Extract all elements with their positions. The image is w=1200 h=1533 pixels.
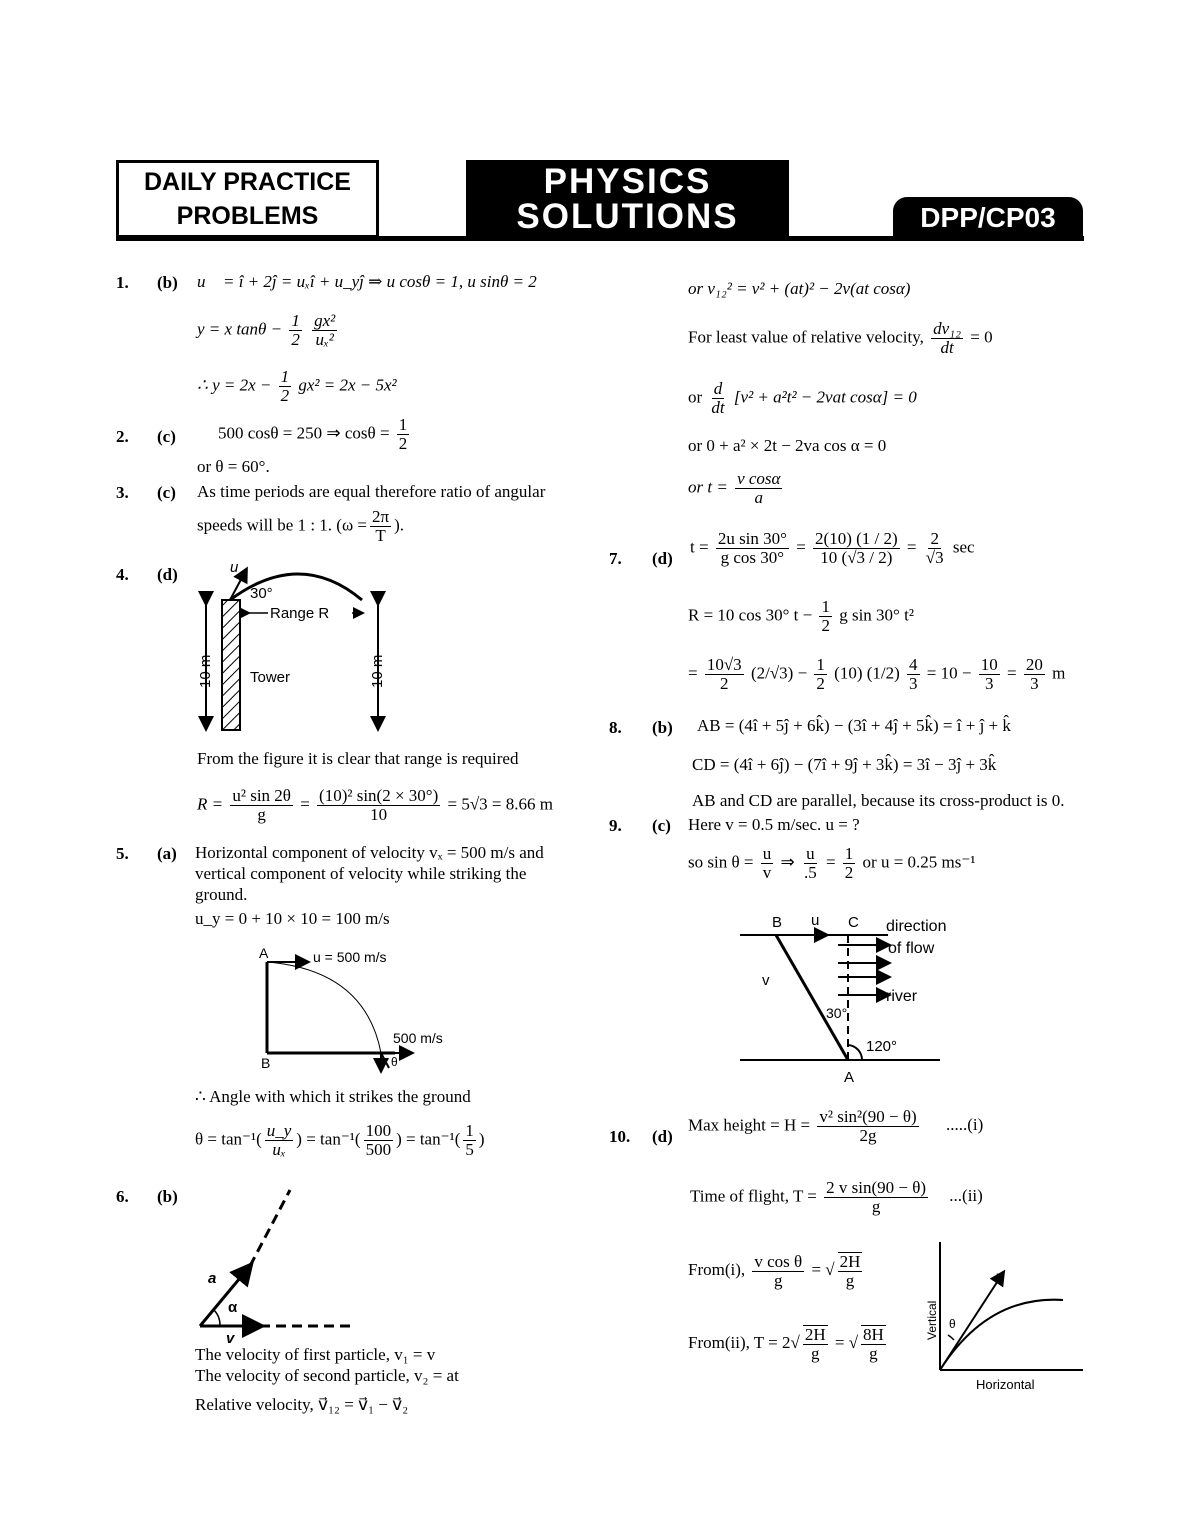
- q7-l2-den: 2: [821, 616, 830, 635]
- header-rule: [116, 236, 1084, 241]
- q4-num2: (10)² sin(2 × 30°): [319, 786, 439, 805]
- header-solutions: SOLUTIONS: [516, 197, 739, 236]
- q8-line1: AB = (4î + 5ĵ + 6k̂) − (3î + 4ĵ + 5k̂) = î + ĵ + k̂: [697, 716, 1011, 735]
- q7-l3-den4: 3: [984, 674, 994, 693]
- q6-r3-den: dt: [711, 398, 725, 417]
- q10-l1-num: v² sin²(90 − θ): [819, 1107, 917, 1126]
- q7-num3: 2: [930, 529, 939, 548]
- q7-l3-e: = 10 −: [926, 663, 972, 683]
- q7-l3-unit: m: [1052, 663, 1066, 683]
- q4-eq: =: [300, 794, 310, 814]
- q5-num2: 100: [365, 1121, 392, 1140]
- q9-l2-b: ⇒: [780, 852, 795, 872]
- q5-den3: 5: [465, 1140, 474, 1159]
- q9-num1: u: [762, 844, 772, 863]
- q9-l2-a: so sin θ =: [688, 852, 754, 872]
- q6-r5-num: v cosα: [737, 469, 781, 488]
- q1-frac2-num: gx²: [314, 311, 336, 330]
- q9-fig-v: v: [762, 972, 770, 989]
- q6-line3: Relative velocity, v⃗₁₂ = v⃗₁ − v⃗₂: [195, 1395, 409, 1414]
- q10-line3: From(i), $\frac{\text{v cos θ}}{g}$ = √ $\frac{2H}{g}$: [688, 1251, 861, 1290]
- q4-line1: From the figure it is clear that range is required: [197, 749, 519, 768]
- q9-num2: u: [806, 844, 815, 863]
- q7-l3-num3: 4: [909, 655, 918, 674]
- header-code: DPP/CP03: [920, 202, 1056, 233]
- q4-line2: [197, 787, 553, 824]
- q10-l3-a: From(i),: [688, 1259, 746, 1279]
- q5-fig-B: B: [261, 1055, 271, 1071]
- q9-fig-B: B: [772, 914, 783, 931]
- q6-line2: The velocity of second particle, v₂ = at: [195, 1366, 459, 1385]
- q6-line1: The velocity of first particle, v₁ = v: [195, 1345, 436, 1364]
- q7-den2: 10 (√3 / 2): [820, 548, 893, 567]
- header-physics: PHYSICS: [543, 162, 712, 201]
- q10-l2-tag: ...(ii): [949, 1186, 983, 1206]
- q5-line4: u_y = 0 + 10 × 10 = 100 m/s: [195, 909, 390, 928]
- q5-line6-c: = tan⁻¹: [406, 1129, 455, 1149]
- q10-l3-num2: 2H: [839, 1252, 861, 1271]
- q10-l2-num: 2 v sin(90 − θ): [826, 1178, 927, 1197]
- q5-figure: [255, 940, 465, 1075]
- q7-sec: sec: [952, 537, 975, 557]
- q7-l3-den3: 3: [909, 674, 918, 693]
- q8-number: 8.: [609, 718, 622, 737]
- q10-l4-eq: =: [834, 1332, 845, 1352]
- q6-r2-den: dt: [940, 338, 954, 357]
- q6-r1: or v₁₂² = v² + (at)² − 2v(at cosα): [688, 279, 911, 298]
- q4-figure: [190, 558, 400, 738]
- q9-den2: .5: [803, 863, 817, 882]
- q1-line2: [197, 312, 340, 349]
- q9-fig-u: u: [811, 912, 820, 929]
- q6-r3-or: or: [688, 387, 703, 407]
- q2-number: 2.: [116, 427, 129, 446]
- q6-r3: [688, 380, 917, 417]
- q1-l3-den: 2: [280, 386, 290, 405]
- q6-r5: [688, 470, 785, 507]
- q2-option: (c): [157, 427, 176, 446]
- q5-line1: Horizontal component of velocity vₓ = 500 m/s and: [195, 843, 544, 862]
- q5-fig-u: u = 500 m/s: [313, 949, 387, 965]
- q9-fig-direction: direction: [886, 918, 947, 935]
- q9-fig-30: 30°: [826, 1005, 848, 1021]
- q5-fig-v: 500 m/s: [393, 1030, 443, 1046]
- q6-option: (b): [157, 1187, 178, 1206]
- q10-line1: [688, 1108, 983, 1145]
- q3-num: 2π: [372, 507, 390, 526]
- q7-line2-text: R = 10 cos 30° t −: [688, 605, 813, 625]
- q5-fig-A: A: [259, 945, 269, 961]
- q6-figure: [190, 1185, 360, 1350]
- q7-den3: √3: [925, 548, 944, 567]
- q7-line1: [690, 530, 975, 567]
- q1-frac2-den: uₓ²: [315, 330, 334, 349]
- q4-fig-range: Range R: [270, 605, 330, 622]
- q7-l3-num2: 1: [816, 655, 825, 674]
- q6-r2-num: dv₁₂: [933, 319, 961, 338]
- q10-l4-den2: g: [869, 1344, 878, 1363]
- q3-line1: As time periods are equal therefore ratio of angular: [197, 482, 546, 501]
- q5-line5: ∴ Angle with which it strikes the ground: [195, 1087, 471, 1106]
- q2-line1: [218, 416, 412, 453]
- q5-num: u_y: [266, 1121, 292, 1140]
- q6-number: 6.: [116, 1187, 129, 1206]
- q3-line2-text: speeds will be 1 : 1.: [197, 515, 333, 535]
- q4-fig-hleft: 10 m: [197, 654, 214, 688]
- q10-fig-horizontal: Horizontal: [976, 1377, 1035, 1392]
- q2-line2: or θ = 60°.: [197, 457, 270, 476]
- q3-den: T: [375, 526, 386, 545]
- q4-num: u² sin 2θ: [232, 786, 291, 805]
- q10-figure: [918, 1240, 1088, 1395]
- q10-line2: [690, 1179, 983, 1216]
- q10-l3-den: g: [774, 1270, 783, 1290]
- q10-l4-num2: 8H: [863, 1325, 884, 1344]
- q1-frac-den: 2: [291, 330, 300, 349]
- q10-l1-den: 2g: [859, 1126, 877, 1145]
- q9-num3: 1: [844, 844, 854, 863]
- q6-r2-eq: = 0: [970, 327, 993, 347]
- q4-fig-hright: 10 m: [369, 654, 386, 688]
- q10-number: 10.: [609, 1127, 631, 1146]
- q10-line4: From(ii), T = 2√ $\frac{2H}{g}$ = √ $\frac{8H}{g}$: [688, 1325, 884, 1363]
- q7-l3-num5: 20: [1025, 655, 1043, 674]
- q7-l3-b: (2/√3) −: [750, 663, 808, 683]
- q9-l2-e: or u = 0.25 ms⁻¹: [862, 852, 976, 872]
- q4-R: R =: [197, 794, 224, 814]
- q7-line2-tail: g sin 30° t²: [839, 605, 914, 625]
- q10-fig-v: v: [996, 1269, 1002, 1283]
- q10-l1-a: Max height = H =: [688, 1115, 811, 1135]
- q7-option: (d): [652, 549, 673, 568]
- q9-fig-river: river: [886, 988, 918, 1005]
- q5-den2: 500: [365, 1140, 392, 1159]
- q10-l1-tag: .....(i): [945, 1115, 984, 1135]
- q10-fig-vertical: Vertical: [925, 1300, 939, 1340]
- q3-option: (c): [157, 483, 176, 502]
- q7-t: t =: [690, 537, 709, 557]
- q5-fig-theta: θ: [391, 1055, 398, 1069]
- q10-option: (d): [652, 1127, 673, 1146]
- q4-number: 4.: [116, 565, 129, 584]
- q9-fig-C: C: [848, 914, 859, 931]
- q7-l3-den5: 3: [1030, 674, 1039, 693]
- header-title-problems: PROBLEMS: [176, 202, 319, 230]
- q3-line2: speeds will be 1 : 1. (ω = $\frac{2\pi}{T}$ ).: [197, 507, 405, 545]
- q9-fig-120: 120°: [866, 1038, 898, 1055]
- q10-l4-a: From(ii), T = 2: [688, 1332, 791, 1352]
- header-title-daily: DAILY PRACTICE: [144, 168, 351, 196]
- q6-fig-a: a: [208, 1270, 217, 1287]
- q2-den: 2: [398, 434, 408, 453]
- q10-l4-num: 2H: [804, 1325, 826, 1344]
- q7-line2: [688, 598, 914, 635]
- q9-fig-A: A: [844, 1069, 855, 1086]
- q7-l3-f: =: [1006, 663, 1017, 683]
- q6-r3-expr: [v² + a²t² − 2vat cosα] = 0: [733, 387, 917, 407]
- q3-omega: ω =: [341, 515, 367, 535]
- q4-fig-angle: 30°: [250, 585, 273, 602]
- q9-line2: [688, 845, 975, 882]
- q7-l3-den: 2: [720, 674, 729, 693]
- q7-num1: 2u sin 30°: [717, 529, 787, 548]
- q6-r2: [688, 320, 993, 357]
- q9-number: 9.: [609, 816, 622, 835]
- q6-r3-num: d: [713, 379, 723, 398]
- q6-fig-alpha: α: [228, 1299, 238, 1316]
- q5-num3: 1: [465, 1121, 474, 1140]
- q9-fig-offlow: of flow: [888, 940, 935, 957]
- q5-line6-a: θ = tan⁻¹: [195, 1129, 257, 1149]
- q7-l3-num: 10√3: [706, 655, 742, 674]
- q10-fig-theta: θ: [949, 1317, 956, 1331]
- q8-line3: AB and CD are parallel, because its cross-product is 0.: [692, 791, 1065, 810]
- q6-r2-text: For least value of relative velocity,: [688, 327, 924, 347]
- q1-line3-result: gx² = 2x − 5x²: [298, 375, 397, 395]
- q10-l4-den: g: [810, 1344, 820, 1363]
- q1-line2-text: y = x tanθ −: [197, 319, 283, 339]
- q7-l3-num4: 10: [980, 655, 998, 674]
- q4-result: = 5√3 = 8.66 m: [447, 794, 553, 814]
- q10-l2-den: g: [871, 1197, 881, 1216]
- q1-frac-num: 1: [291, 311, 300, 330]
- q9-den3: 2: [844, 863, 854, 882]
- q7-num2: 2(10) (1 / 2): [815, 529, 898, 548]
- q7-l3-den2: 2: [816, 674, 825, 693]
- q4-option: (d): [157, 565, 178, 584]
- q4-fig-u: u: [230, 559, 239, 576]
- q4-den2: 10: [370, 805, 388, 824]
- q6-r5-den: a: [754, 488, 763, 507]
- q7-number: 7.: [609, 549, 622, 568]
- q10-l2-a: Time of flight, T =: [690, 1186, 817, 1206]
- q5-den: uₓ: [272, 1140, 286, 1159]
- q10-l3-eq: =: [811, 1259, 822, 1279]
- q6-r5-text: or t =: [688, 477, 728, 497]
- q5-line6-b: = tan⁻¹: [306, 1129, 355, 1149]
- q7-eq2: =: [906, 537, 917, 557]
- q5-number: 5.: [116, 844, 129, 863]
- q2-line1-text: 500 cosθ = 250 ⇒ cosθ =: [218, 423, 390, 443]
- q2-num: 1: [398, 415, 408, 434]
- q1-l3-num: 1: [280, 367, 290, 386]
- q7-den1: g cos 30°: [720, 548, 785, 567]
- q7-l3-c: (10) (1/2): [834, 663, 900, 683]
- q1-line1: u⃗ = î + 2ĵ = uₓî + u_yĵ ⇒ u cosθ = 1, u sinθ = 2: [197, 272, 537, 291]
- q7-eq1: =: [796, 537, 806, 557]
- q6-fig-v: v: [226, 1330, 235, 1347]
- q7-line3: [688, 656, 1065, 693]
- q5-line6: θ = tan⁻¹( $\frac{u\_y}{\text{uₓ}}$ ) = tan⁻¹( $\frac{100}{500}$ ) = tan⁻¹( $\frac{1}{5}$ ): [195, 1121, 485, 1159]
- q10-l3-num: v cos θ: [754, 1251, 803, 1271]
- q8-line2: CD = (4î + 6ĵ) − (7î + 9ĵ + 3k̂) = 3î − 3ĵ + 3k̂: [692, 755, 997, 774]
- q5-option: (a): [157, 844, 177, 863]
- q1-number: 1.: [116, 273, 129, 292]
- q9-option: (c): [652, 816, 671, 835]
- q9-l2-c: =: [825, 852, 836, 872]
- q8-option: (b): [652, 718, 673, 737]
- q9-den1: v: [762, 863, 772, 882]
- q1-line3-text: ∴ y = 2x −: [197, 375, 272, 395]
- q1-option: (b): [157, 273, 178, 292]
- q4-den: g: [257, 805, 266, 824]
- q10-l3-den2: g: [845, 1271, 855, 1290]
- q5-line3: ground.: [195, 885, 248, 904]
- q9-figure: [738, 905, 958, 1090]
- q7-l3-eq: =: [688, 663, 698, 683]
- q1-line3: [197, 368, 397, 405]
- q7-l2-num: 1: [821, 597, 830, 616]
- q3-number: 3.: [116, 483, 129, 502]
- q5-line2: vertical component of velocity while striking the: [195, 864, 527, 883]
- q4-fig-tower: Tower: [250, 669, 291, 686]
- q9-line1: Here v = 0.5 m/sec. u = ?: [688, 815, 860, 834]
- q6-r4: or 0 + a² × 2t − 2va cos α = 0: [688, 436, 887, 455]
